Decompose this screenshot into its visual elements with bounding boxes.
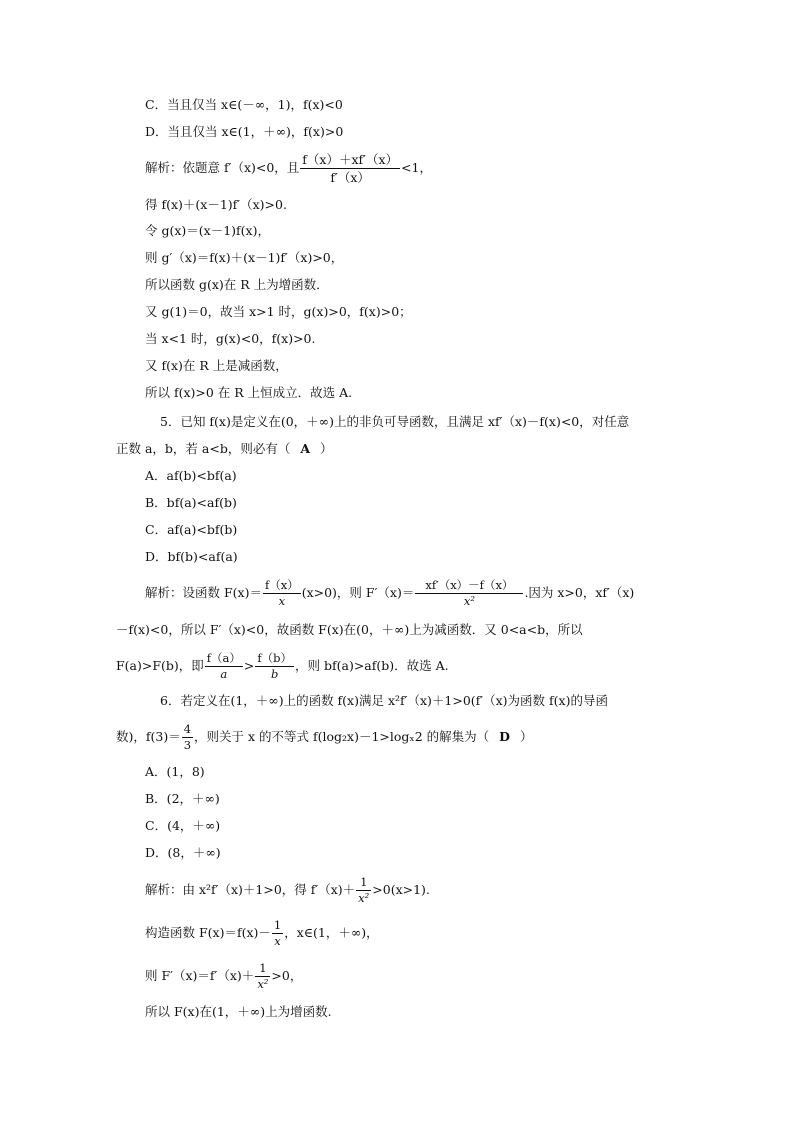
q6-option-b: B．(2，＋∞) — [145, 791, 220, 806]
q4-solution-line-3: 令 g(x)＝(x－1)f(x)， — [145, 223, 270, 238]
q4-solution-line-5: 所以函数 g(x)在 R 上为增函数． — [145, 277, 329, 292]
q5-answer: A — [300, 441, 311, 456]
q4-solution-line-4: 则 g′（x)＝f(x)＋(x－1)f′（x)>0， — [145, 250, 344, 265]
q5-solution-line-3: F(a)>F(b)，即 $\frac{f(a)}{a}$ > $\frac{f(b)}{b}$ ，则 bf(a)>af(b)．故选 A. — [116, 651, 449, 681]
q6-fraction-1: $\frac{1}{\text{x²}}$ — [358, 875, 370, 905]
q4-solution-line-2: 得 f(x)＋(x－1)f′（x)>0. — [145, 197, 287, 212]
q6-solution-line-2: 构造函数 F(x)＝f(x)－ $\frac{1}{x}$ ，x∈(1，＋∞)， — [145, 918, 379, 948]
q6-solution-line-3: 则 F′（x)＝f′（x)＋ $\frac{1}{\text{x²}}$ >0， — [145, 961, 303, 991]
q5-option-b: B．bf(a)<af(b) — [145, 495, 237, 510]
q6-stem-line-2: 数)，f(3)＝ $\frac{4}{3}$ ，则关于 x 的不等式 f(log₂x)－1>logₓ2 的解集为（ D ） — [116, 722, 533, 752]
q5-option-c: C．af(a)<bf(b) — [145, 522, 238, 537]
q6-option-c: C．(4，＋∞) — [145, 818, 221, 833]
q5-solution-line-2: －f(x)<0，所以 F′（x)<0，故函数 F(x)在(0，＋∞)上为减函数．又 0<a<b，所以 — [116, 622, 583, 637]
q4-solution-line-1: 解析：依题意 f′（x)<0，且 $\frac{f(x)+xf'(x)}{f'(x)}$ <1， — [145, 152, 432, 185]
q4-option-c: C．当且仅当 x∈(－∞，1)，f(x)<0 — [145, 97, 343, 112]
q6-answer: D — [499, 729, 511, 744]
q5-stem-line-1: 5．已知 f(x)是定义在(0，＋∞)上的非负可导函数，且满足 xf′（x)－f(x)<0，对任意 — [160, 414, 630, 429]
q4-solution-line-6: 又 g(1)＝0，故当 x>1 时，g(x)>0，f(x)>0； — [145, 304, 412, 319]
q6-option-a: A．(1，8) — [145, 764, 205, 779]
q5-option-d: D．bf(b)<af(a) — [145, 549, 238, 564]
q5-stem-line-2: 正数 a，b，若 a<b，则必有（ A ） — [116, 441, 333, 456]
q4-solution-line-8: 又 f(x)在 R 上是减函数， — [145, 358, 288, 373]
q4-fraction: $\frac{f(x)+xf'(x)}{f'(x)}$ — [302, 152, 399, 185]
q4-solution-line-7: 当 x<1 时，g(x)<0，f(x)>0. — [145, 331, 316, 346]
q6-solution-line-1: 解析：由 x²f′（x)＋1>0，得 f′（x)＋ $\frac{1}{\text{x²}}$ >0(x>1). — [145, 875, 430, 905]
q5-fraction-2: $\frac{xf'(x)-f(x)}{\text{x²}}$ — [415, 579, 523, 608]
q5-fraction-1: $\frac{f(x)}{x}$ — [264, 578, 299, 608]
q5-fraction-4: $\frac{f(b)}{b}$ — [257, 651, 293, 681]
q4-solution-line-9: 所以 f(x)>0 在 R 上恒成立．故选 A. — [145, 385, 353, 400]
q6-option-d: D．(8，＋∞) — [145, 845, 221, 860]
q5-option-a: A．af(b)<bf(a) — [145, 468, 237, 483]
q4-option-d: D．当且仅当 x∈(1，＋∞)，f(x)>0 — [145, 124, 344, 139]
q6-fraction-3: $\frac{1}{\text{x²}}$ — [257, 961, 269, 991]
q5-fraction-3: $\frac{f(a)}{a}$ — [206, 651, 241, 681]
q5-solution-line-1: 解析：设函数 F(x)＝ $\frac{f(x)}{x}$ (x>0)，则 F′（x)＝ $\frac{xf'(x)-f(x)}{\text{x²}}$ .因为 x>0，xf′（x) — [145, 578, 635, 608]
q6-stem-line-1: 6．若定义在(1，＋∞)上的函数 f(x)满足 x²f′（x)＋1>0(f′（x)为函数 f(x)的导函 — [160, 693, 608, 708]
q6-solution-line-4: 所以 F(x)在(1，＋∞)上为增函数. — [145, 1004, 332, 1019]
q6-fraction-four-thirds: $\frac{4}{3}$ — [183, 722, 192, 752]
q6-fraction-2: $\frac{1}{x}$ — [273, 918, 282, 948]
